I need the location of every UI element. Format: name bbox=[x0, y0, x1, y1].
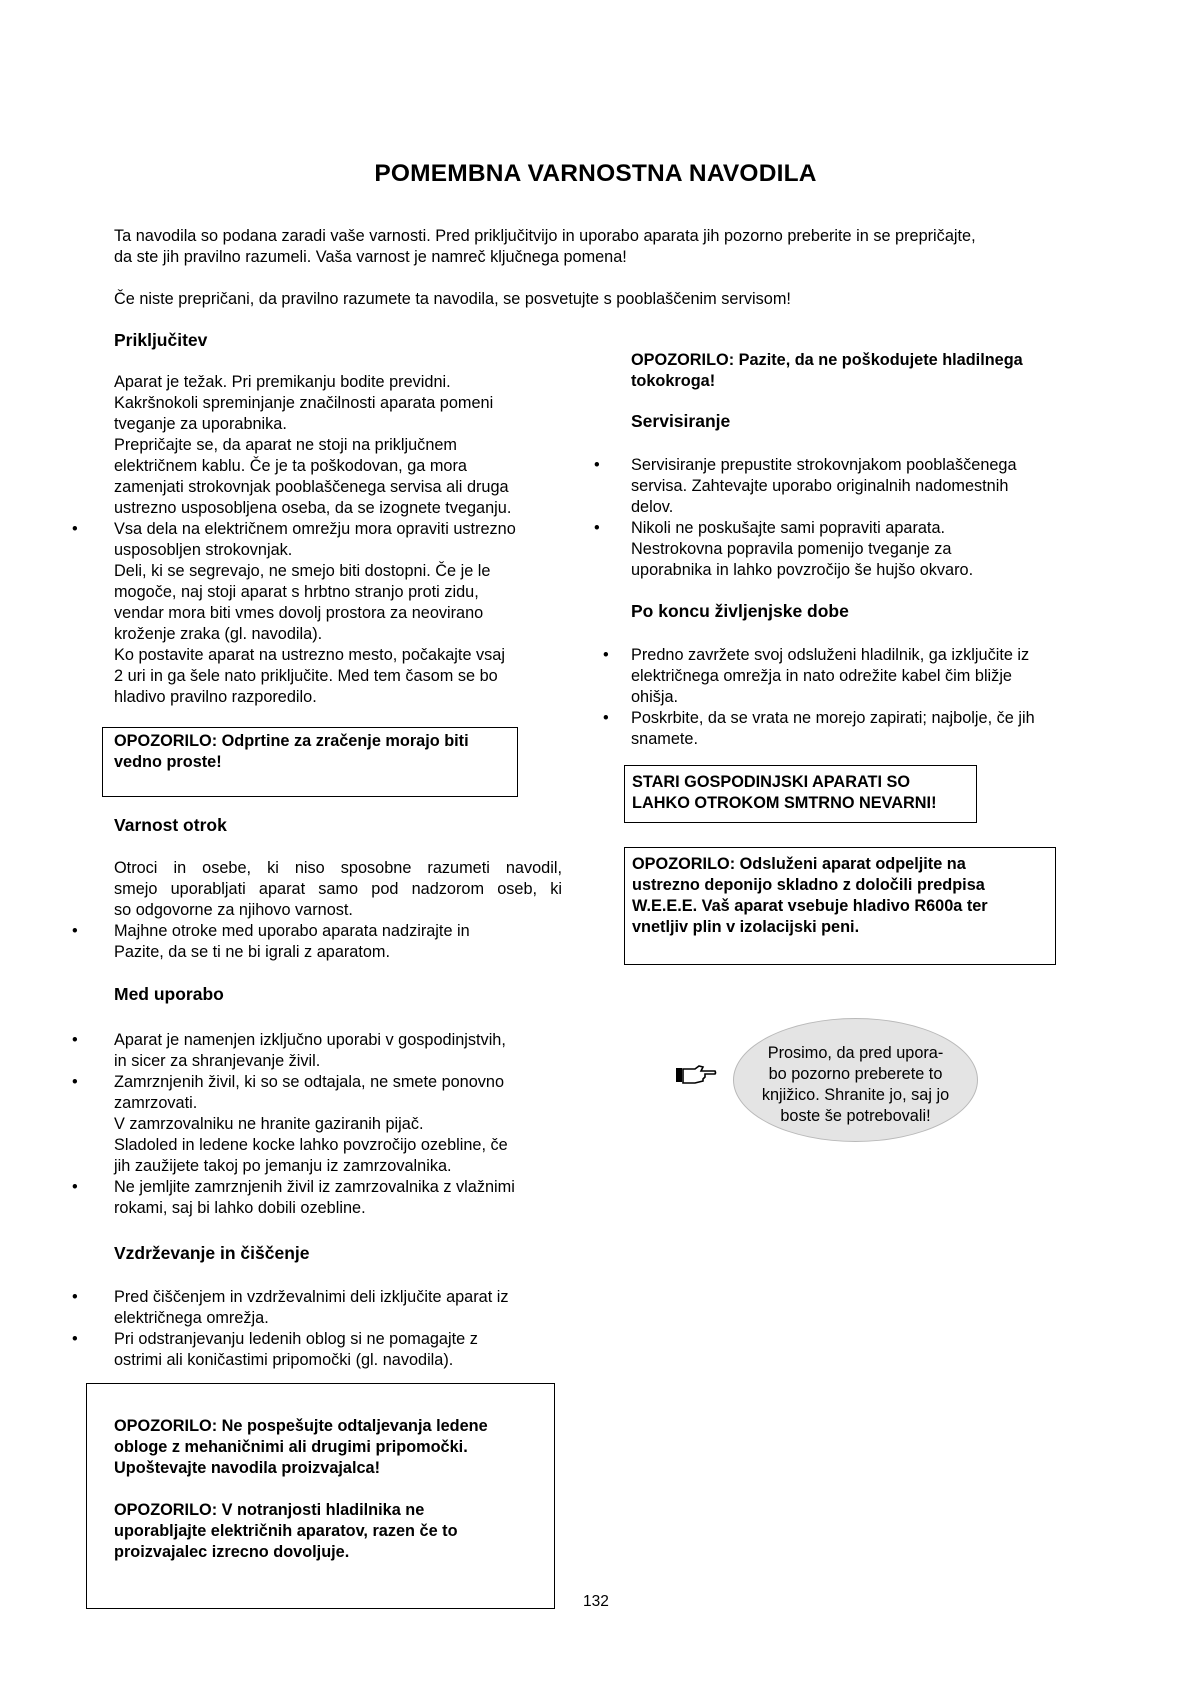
text-line: servisa. Zahtevajte uporabo originalnih nadomestnih bbox=[631, 477, 1009, 495]
prikljucitev-text bbox=[72, 372, 574, 708]
heading-varnost-otrok: Varnost otrok bbox=[114, 815, 227, 835]
warning-line: ustrezno deponijo skladno z določili predpisa bbox=[632, 876, 985, 894]
text-line: mogoče, naj stoji aparat s hrbtno stranjo proti zidu, bbox=[114, 583, 479, 601]
warning-line: OPOZORILO: V notranjosti hladilnika ne bbox=[114, 1501, 425, 1519]
text-line: smejo uporabljati aparat samo pod nadzorom oseb, ki bbox=[114, 880, 562, 898]
text-line: so odgovorne za njihovo varnost. bbox=[114, 901, 353, 919]
warning-line: OPOZORILO: Pazite, da ne poškodujete hladilnega bbox=[631, 351, 1023, 369]
hand-pointing-icon bbox=[675, 1064, 717, 1090]
text-line: Vsa dela na električnem omrežju mora opraviti ustrezno bbox=[114, 520, 516, 538]
text-line: Otroci in osebe, ki niso sposobne razumeti navodil, bbox=[114, 859, 562, 877]
text-line: Nikoli ne poskušajte sami popraviti aparata. bbox=[631, 519, 946, 537]
warning-line: vedno proste! bbox=[114, 753, 222, 771]
intro-line: Če niste prepričani, da pravilno razumete ta navodila, se posvetujte s pooblaščenim servisom! bbox=[114, 290, 791, 308]
warning-line: W.E.E.E. Vaš aparat vsebuje hladivo R600a ter bbox=[632, 897, 988, 915]
text-line: električnega omrežja. bbox=[114, 1309, 269, 1327]
konec-text bbox=[603, 645, 1101, 750]
text-line: Sladoled in ledene kocke lahko povzročijo ozebline, če bbox=[114, 1136, 508, 1154]
text-line: Pred čiščenjem in vzdrževalnimi deli izključite aparat iz bbox=[114, 1288, 509, 1306]
text-line: Kakršnokoli spreminjanje značilnosti aparata pomeni bbox=[114, 394, 494, 412]
warning-box-children bbox=[624, 765, 977, 823]
bullet: • bbox=[72, 1288, 78, 1306]
text-line: Zamrznjenih živil, ki so se odtajala, ne smete ponovno bbox=[114, 1073, 505, 1091]
bullet: • bbox=[603, 646, 609, 664]
otroci-text bbox=[72, 858, 562, 963]
warning-line: OPOZORILO: Odprtine za zračenje morajo biti bbox=[114, 732, 469, 750]
page-number: 132 bbox=[583, 1593, 609, 1610]
list-item bbox=[72, 1177, 574, 1198]
note-line: Prosimo, da pred upora- bbox=[767, 1044, 944, 1062]
heading-med-uporabo: Med uporabo bbox=[114, 984, 224, 1004]
uporaba-text bbox=[72, 1030, 574, 1219]
bullet: • bbox=[72, 1031, 78, 1049]
text-line: vendar mora biti vmes dovolj prostora za neovirano bbox=[114, 604, 484, 622]
warning-line: LAHKO OTROKOM SMTRNO NEVARNI! bbox=[632, 794, 937, 812]
heading-konec: Po koncu življenjske dobe bbox=[631, 601, 849, 621]
heading-servisiranje: Servisiranje bbox=[631, 411, 731, 431]
text-line: Ne jemljite zamrznjenih živil iz zamrzovalnika z vlažnimi bbox=[114, 1178, 515, 1196]
list-item bbox=[72, 1329, 574, 1350]
warning-line: vnetljiv plin v izolacijski peni. bbox=[632, 918, 860, 936]
list-item bbox=[594, 518, 1101, 539]
text-line: Nestrokovna popravila pomenijo tveganje za bbox=[631, 540, 952, 558]
text-line: hladivo pravilno razporedilo. bbox=[114, 688, 317, 706]
text-line: tveganje za uporabnika. bbox=[114, 415, 287, 433]
note-line: knjižico. Shranite jo, saj jo bbox=[761, 1086, 950, 1104]
text-line: Deli, ki se segrevajo, ne smejo biti dostopni. Če je le bbox=[114, 562, 491, 580]
bullet: • bbox=[72, 1330, 78, 1348]
warning-line: STARI GOSPODINJSKI APARATI SO bbox=[632, 773, 911, 791]
warning-box-defrost bbox=[86, 1383, 555, 1609]
ciscenje-text bbox=[72, 1287, 574, 1371]
heading-vzdrzevanje: Vzdrževanje in čiščenje bbox=[114, 1243, 310, 1263]
warning-box-weee bbox=[624, 847, 1056, 965]
text-line: Poskrbite, da se vrata ne morejo zapirati; najbolje, če jih bbox=[631, 709, 1035, 727]
text-line: Servisiranje prepustite strokovnjakom pooblaščenega bbox=[631, 456, 1017, 474]
list-item bbox=[72, 1287, 574, 1308]
text-line: in sicer za shranjevanje živil. bbox=[114, 1052, 321, 1070]
intro-line: Ta navodila so podana zaradi vaše varnosti. Pred priključitvijo in uporabo aparata jih pozorno preberite in se prepričajte, bbox=[114, 227, 976, 245]
bullet: • bbox=[603, 709, 609, 727]
text-line: Ko postavite aparat na ustrezno mesto, počakajte vsaj bbox=[114, 646, 505, 664]
warning-line: Upoštevajte navodila proizvajalca! bbox=[114, 1459, 381, 1477]
warning-line: OPOZORILO: Odsluženi aparat odpeljite na bbox=[632, 855, 966, 873]
text-line: Majhne otroke med uporabo aparata nadzirajte in bbox=[114, 922, 470, 940]
text-line: Prepričajte se, da aparat ne stoji na priključnem bbox=[114, 436, 457, 454]
warning-line: OPOZORILO: Ne pospešujte odtaljevanja ledene bbox=[114, 1417, 488, 1435]
bullet: • bbox=[594, 456, 600, 474]
note-line: bo pozorno preberete to bbox=[768, 1065, 943, 1083]
warning-line: uporabljajte električnih aparatov, razen če to bbox=[114, 1522, 458, 1540]
warning-circuit bbox=[631, 350, 1101, 392]
text-line: zamenjati strokovnjak pooblaščenega servisa ali druga bbox=[114, 478, 509, 496]
servis-text bbox=[594, 455, 1101, 581]
text-line: delov. bbox=[631, 498, 674, 516]
list-item bbox=[603, 708, 1101, 729]
bullet: • bbox=[72, 922, 78, 940]
warning-box-vents bbox=[102, 727, 518, 797]
list-item bbox=[603, 645, 1101, 666]
text-line: električnem kablu. Če je ta poškodovan, ga mora bbox=[114, 457, 467, 475]
text-line: električnega omrežja in nato odrežite kabel čim bližje bbox=[631, 667, 1012, 685]
text-line: zamrzovati. bbox=[114, 1094, 198, 1112]
warning-line: proizvajalec izrecno dovoljuje. bbox=[114, 1543, 350, 1561]
warning-line: obloge z mehaničnimi ali drugimi pripomočki. bbox=[114, 1438, 468, 1456]
text-line: kroženje zraka (gl. navodila). bbox=[114, 625, 323, 643]
reminder-note bbox=[733, 1018, 978, 1142]
text-line: ohišja. bbox=[631, 688, 679, 706]
text-line: jih zaužijete takoj po jemanju iz zamrzovalnika. bbox=[114, 1157, 452, 1175]
note-line: boste še potrebovali! bbox=[780, 1107, 931, 1125]
list-item bbox=[72, 1072, 574, 1093]
text-line: Aparat je težak. Pri premikanju bodite previdni. bbox=[114, 373, 451, 391]
heading-prikljucitev: Priključitev bbox=[114, 330, 208, 350]
text-line: V zamrzovalniku ne hranite gaziranih pijač. bbox=[114, 1115, 424, 1133]
text-line: uporabnika in lahko povzročijo še hujšo okvaro. bbox=[631, 561, 974, 579]
warning-line: tokokroga! bbox=[631, 372, 716, 390]
text-line: usposobljen strokovnjak. bbox=[114, 541, 293, 559]
bullet: • bbox=[72, 520, 78, 538]
text-line: Predno zavržete svoj odsluženi hladilnik, ga izključite iz bbox=[631, 646, 1030, 664]
bullet: • bbox=[72, 1178, 78, 1196]
text-line: Aparat je namenjen izključno uporabi v gospodinjstvih, bbox=[114, 1031, 506, 1049]
text-line: snamete. bbox=[631, 730, 698, 748]
text-line: Pri odstranjevanju ledenih oblog si ne pomagajte z bbox=[114, 1330, 478, 1348]
bullet: • bbox=[72, 1073, 78, 1091]
intro-line: da ste jih pravilno razumeli. Vaša varnost je namreč ključnega pomena! bbox=[114, 248, 627, 266]
text-line: ustrezno usposobljena oseba, da se izognete tveganju. bbox=[114, 499, 512, 517]
list-item bbox=[72, 921, 562, 942]
text-line: Pazite, da se ti ne bi igrali z aparatom. bbox=[114, 943, 391, 961]
intro bbox=[114, 226, 1114, 310]
page-title: POMEMBNA VARNOSTNA NAVODILA bbox=[374, 160, 817, 187]
list-item bbox=[72, 519, 574, 540]
list-item bbox=[594, 455, 1101, 476]
text-line: 2 uri in ga šele nato priključite. Med tem časom se bo bbox=[114, 667, 498, 685]
text-line: rokami, saj bi lahko dobili ozebline. bbox=[114, 1199, 366, 1217]
list-item bbox=[72, 1030, 574, 1051]
text-line: ostrimi ali koničastimi pripomočki (gl. navodila). bbox=[114, 1351, 454, 1369]
bullet: • bbox=[594, 519, 600, 537]
